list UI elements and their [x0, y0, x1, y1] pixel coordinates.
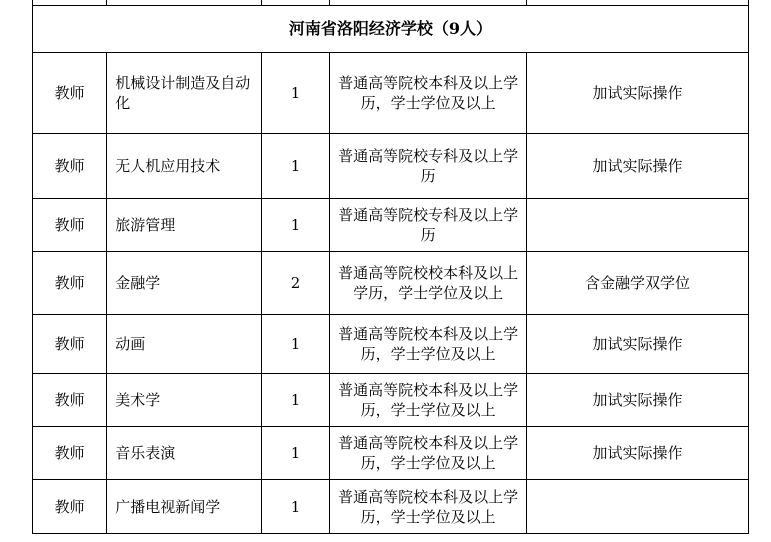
recruitment-table [32, 0, 749, 534]
education-cell: 普通高等院校本科及以上学历，学士学位及以上 [330, 315, 527, 374]
count-cell: 1 [261, 427, 329, 480]
count-cell: 1 [261, 480, 329, 534]
count-cell: 1 [261, 199, 329, 252]
table-row [33, 53, 749, 134]
note-cell: 加试实际操作 [527, 134, 749, 199]
note-cell: 含金融学双学位 [527, 252, 749, 315]
count-cell: 1 [261, 53, 329, 134]
post-cell: 教师 [33, 53, 107, 134]
note-cell: 加试实际操作 [527, 427, 749, 480]
count-cell: 2 [261, 252, 329, 315]
education-cell: 普通高等院校本科及以上学历，学士学位及以上 [330, 427, 527, 480]
note-cell: 加试实际操作 [527, 374, 749, 427]
note-cell [527, 480, 749, 534]
count-cell: 1 [261, 374, 329, 427]
table-row [33, 199, 749, 252]
education-cell: 普通高等院校专科及以上学历 [330, 199, 527, 252]
post-cell: 教师 [33, 480, 107, 534]
count-cell: 1 [261, 315, 329, 374]
note-cell [527, 199, 749, 252]
table-row [33, 374, 749, 427]
table-row [33, 252, 749, 315]
school-title: 河南省洛阳经济学校（9人） [33, 6, 749, 53]
note-cell: 加试实际操作 [527, 53, 749, 134]
major-cell: 无人机应用技术 [107, 134, 262, 199]
major-cell: 机械设计制造及自动化 [107, 53, 262, 134]
major-cell: 动画 [107, 315, 262, 374]
table-row [33, 480, 749, 534]
education-cell: 普通高等院校校本科及以上学历，学士学位及以上 [330, 252, 527, 315]
table-row [33, 134, 749, 199]
education-cell: 普通高等院校本科及以上学历，学士学位及以上 [330, 480, 527, 534]
school-header-row [33, 6, 749, 53]
post-cell: 教师 [33, 134, 107, 199]
major-cell: 旅游管理 [107, 199, 262, 252]
table-row [33, 315, 749, 374]
post-cell: 教师 [33, 315, 107, 374]
education-cell: 普通高等院校专科及以上学历 [330, 134, 527, 199]
major-cell: 美术学 [107, 374, 262, 427]
education-cell: 普通高等院校本科及以上学历，学士学位及以上 [330, 53, 527, 134]
post-cell: 教师 [33, 199, 107, 252]
note-cell: 加试实际操作 [527, 315, 749, 374]
education-cell: 普通高等院校本科及以上学历，学士学位及以上 [330, 374, 527, 427]
major-cell: 金融学 [107, 252, 262, 315]
table-row [33, 427, 749, 480]
post-cell: 教师 [33, 374, 107, 427]
post-cell: 教师 [33, 427, 107, 480]
major-cell: 音乐表演 [107, 427, 262, 480]
major-cell: 广播电视新闻学 [107, 480, 262, 534]
count-cell: 1 [261, 134, 329, 199]
post-cell: 教师 [33, 252, 107, 315]
